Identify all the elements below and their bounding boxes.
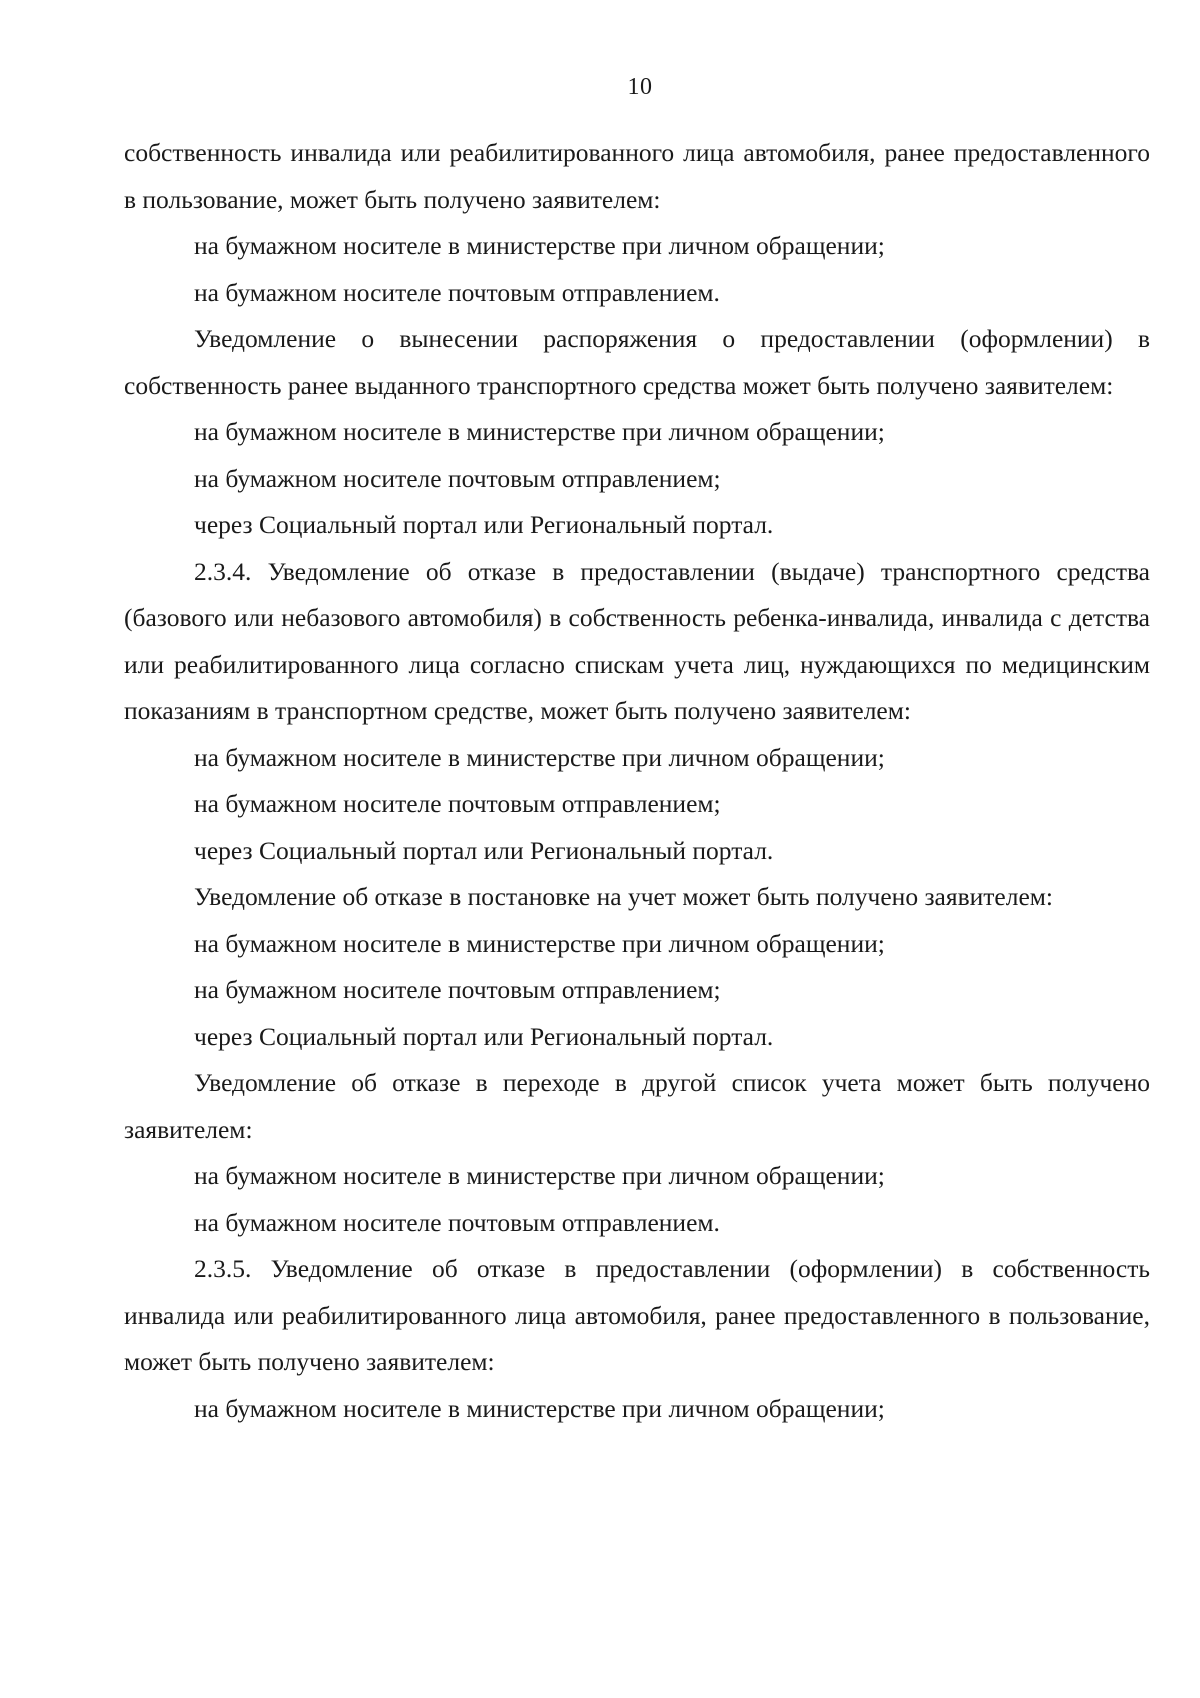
list-item: на бумажном носителе в министерстве при личном обращении; — [194, 928, 885, 958]
page-number: 10 — [627, 74, 653, 100]
paragraph-2-3-5: 2.3.5. Уведомление об отказе в предоставлении (оформлении) в собственность инвалида или реабилитированного лица автомобиля, ранее предоставленного в пользование, может быть получено заявителем: — [124, 1254, 1150, 1376]
paragraph-continuation: собственность инвалида или реабилитированного лица автомобиля, ранее предоставленного в пользование, может быть получено заявителем: — [124, 138, 1150, 214]
list-item: на бумажном носителе почтовым отправлением; — [194, 463, 721, 493]
list-item: через Социальный портал или Региональный портал. — [194, 835, 774, 865]
list-item: на бумажном носителе почтовым отправлением; — [194, 789, 721, 818]
document-body — [124, 130, 1150, 1432]
paragraph: Уведомление о вынесении распоряжения о предоставлении (оформлении) в собственность ранее выданного транспортного средства может быть получено заявителем: — [124, 324, 1150, 400]
list-item: через Социальный портал или Региональный портал. — [194, 510, 774, 539]
paragraph: Уведомление об отказе в постановке на учет может быть получено заявителем: — [194, 882, 1053, 911]
list-item: на бумажном носителе почтовым отправлением. — [194, 1207, 720, 1237]
list-item: на бумажном носителе в министерстве при личном обращении; — [194, 231, 885, 260]
paragraph: Уведомление об отказе в переходе в другой список учета может быть получено заявителем: — [124, 1068, 1150, 1144]
list-item: на бумажном носителе в министерстве при личном обращении; — [194, 1161, 885, 1190]
list-item: на бумажном носителе в министерстве при личном обращении; — [194, 417, 885, 446]
paragraph-2-3-4: 2.3.4. Уведомление об отказе в предоставлении (выдаче) транспортного средства (базового или небазового автомобиля) в собственность ребенка-инвалида, инвалида с детства или реабилитированного лица согласно спискам учета лиц, нуждающихся по медицинским показаниям в транспортном средстве, может быть получено заявителем: — [124, 556, 1150, 725]
list-item: на бумажном носителе в министерстве при личном обращении; — [194, 742, 885, 772]
list-item: на бумажном носителе почтовым отправлением; — [194, 975, 721, 1004]
list-item: на бумажном носителе почтовым отправлением. — [194, 277, 720, 307]
list-item: через Социальный портал или Региональный портал. — [194, 1021, 774, 1051]
list-item: на бумажном носителе в министерстве при личном обращении; — [194, 1393, 885, 1423]
